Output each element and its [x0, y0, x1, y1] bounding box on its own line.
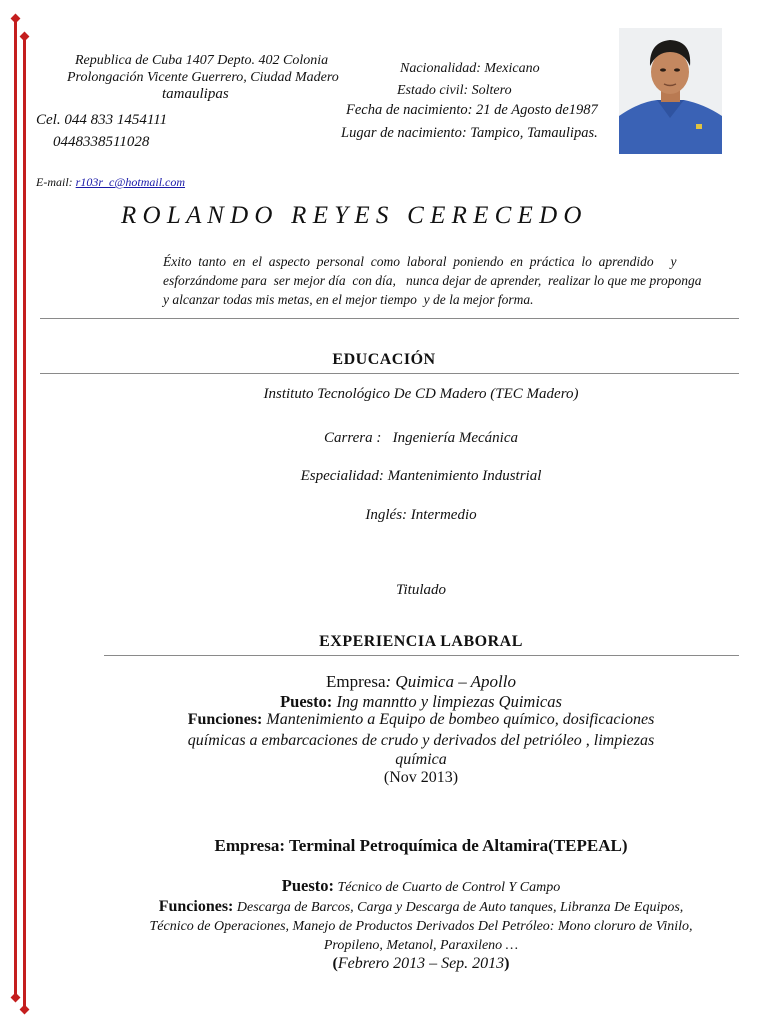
- civil-status: Estado civil: Soltero: [397, 83, 512, 98]
- left-decoration-line-2: [23, 36, 26, 1012]
- job1-functions-l1: [0, 711, 768, 729]
- nationality: Nacionalidad: Mexicano: [400, 61, 540, 76]
- birth-date: Fecha de nacimiento: 21 de Agosto de1987: [346, 102, 598, 118]
- email-label: E-mail:: [36, 175, 76, 189]
- phone-2: 0448338511028: [53, 134, 150, 150]
- education-status: Titulado: [395, 582, 447, 598]
- job2-functions-text-1: Descarga de Barcos, Carga y Descarga de Auto tanques, Libranza De Equipos,: [233, 900, 684, 915]
- email-row: [36, 175, 185, 190]
- education-specialty: Especialidad: Mantenimiento Industrial: [300, 468, 542, 484]
- birth-place: Lugar de nacimiento: Tampico, Tamaulipas.: [341, 125, 598, 141]
- job1-company-name: : Quimica – Apollo: [385, 672, 516, 691]
- left-decoration-diamond-top-1: [11, 14, 21, 24]
- address-line-2: Prolongación Vicente Guerrero, Ciudad Madero: [67, 70, 339, 85]
- job1-date: (Nov 2013): [383, 769, 459, 786]
- full-name: R O L A N D O R E Y E S C E R E C E D O: [121, 202, 582, 229]
- job1-company: [0, 672, 768, 692]
- education-english: Inglés: Intermedio: [365, 507, 477, 523]
- divider-experience: [104, 655, 739, 656]
- education-career: Carrera : Ingeniería Mecánica: [324, 430, 518, 446]
- job1-position: [0, 692, 768, 712]
- job2-date-open: (: [332, 955, 338, 972]
- objective-line-3: y alcanzar todas mis metas, en el mejor tiempo y de la mejor forma.: [163, 292, 534, 307]
- objective-line-2: esforzándome para ser mejor día con día, nunca dejar de aprender, realizar lo que me proponga: [163, 273, 702, 288]
- job1-company-label: Empresa: [326, 672, 386, 691]
- left-decoration-diamond-top-2: [20, 32, 30, 42]
- education-institute: Instituto Tecnológico De CD Madero (TEC Madero): [263, 386, 579, 402]
- job2-functions-l3: Propileno, Metanol, Paraxileno …: [323, 938, 519, 953]
- divider-education: [40, 373, 739, 374]
- job2-date-value: Febrero 2013 – Sep. 2013: [337, 955, 505, 972]
- job2-position: [0, 876, 768, 896]
- job2-functions-l2: Técnico de Operaciones, Manejo de Productos Derivados Del Petróleo: Mono cloruro de Vinilo,: [149, 919, 693, 934]
- job2-date: [0, 955, 768, 973]
- job1-functions-l3: química: [395, 751, 447, 768]
- job2-functions-l1: [0, 898, 768, 916]
- job1-position-value: Ing manntto y limpiezas Quimicas: [332, 692, 562, 711]
- divider-top: [40, 318, 739, 319]
- job1-functions-l2: químicas a embarcaciones de crudo y derivados del petrióleo , limpiezas: [187, 732, 655, 749]
- job2-company: Empresa: Terminal Petroquímica de Altamira(TEPEAL): [214, 836, 628, 855]
- job2-date-close: ): [504, 955, 510, 972]
- left-decoration-diamond-bottom-1: [11, 993, 21, 1003]
- email-link[interactable]: r103r_c@hotmail.com: [75, 175, 186, 189]
- education-title: EDUCACIÓN: [332, 351, 436, 368]
- objective-line-1: Éxito tanto en el aspecto personal como laboral poniendo en práctica lo aprendido y: [163, 254, 677, 269]
- address-line-1: Republica de Cuba 1407 Depto. 402 Colonia: [75, 53, 329, 68]
- job2-position-label: Puesto:: [281, 876, 335, 895]
- profile-photo: [619, 28, 722, 154]
- job2-functions-label: Funciones:: [158, 898, 234, 915]
- job1-functions-label: Funciones:: [187, 711, 263, 728]
- phone-1: Cel. 044 833 1454111: [36, 112, 168, 128]
- job1-functions-text-1: Mantenimiento a Equipo de bombeo químico, dosificaciones: [262, 711, 655, 728]
- experience-title: EXPERIENCIA LABORAL: [319, 633, 523, 650]
- left-decoration-diamond-bottom-2: [20, 1005, 30, 1015]
- job1-position-label: Puesto:: [280, 692, 333, 711]
- job2-position-value: Técnico de Cuarto de Control Y Campo: [334, 880, 561, 895]
- address-line-3: tamaulipas: [162, 86, 229, 102]
